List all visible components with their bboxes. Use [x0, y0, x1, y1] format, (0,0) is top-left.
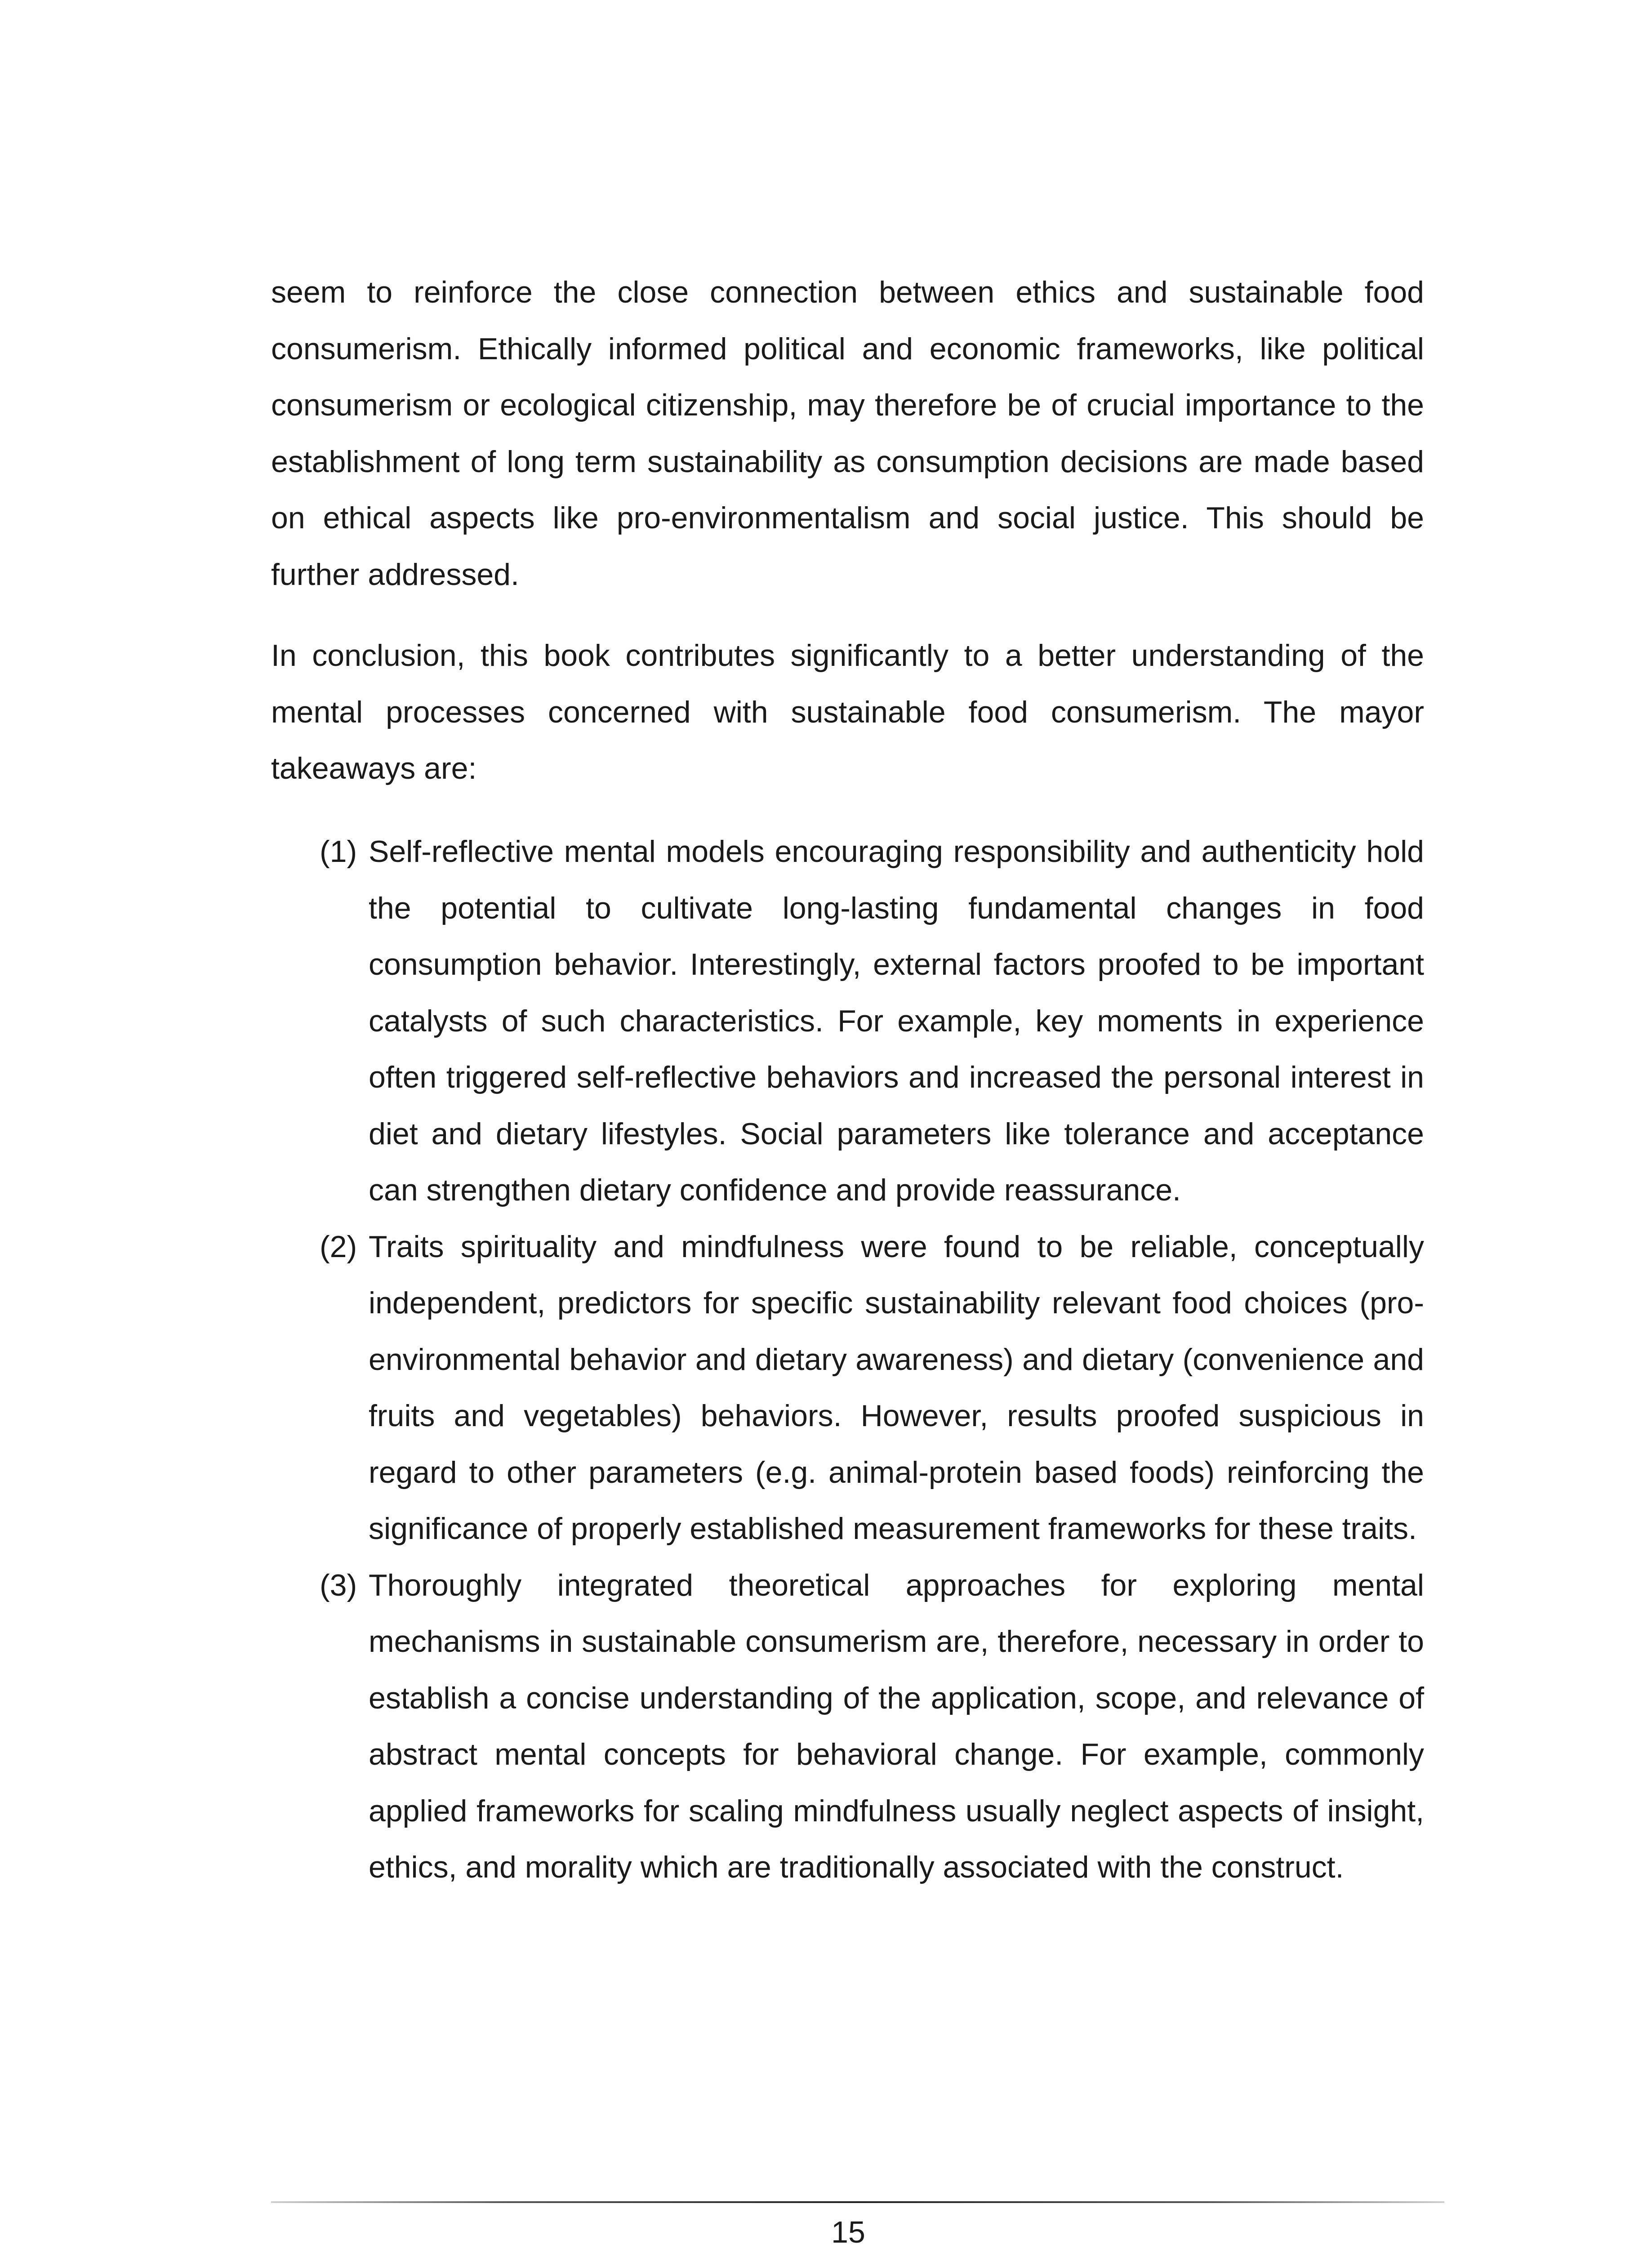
takeaway-item-1 [271, 824, 1424, 1219]
takeaway-number: (1) [320, 834, 357, 869]
page-number: 15 [831, 2215, 865, 2248]
takeaway-item-2 [271, 1219, 1424, 1557]
takeaway-number: (3) [320, 1568, 357, 1602]
takeaway-text: Self-reflective mental models encouraging responsibility and authenticity hold the potential to cultivate long-lasting fundamental changes in food consumption behavior. Interestingly, external factors proofed to be important catalysts of such characteristics. For example, key moments in experience often triggered self-reflective behaviors and increased the personal interest in diet and dietary lifestyles. Social parameters like tolerance and acceptance can strengthen dietary confidence and provide reassurance. [369, 834, 1424, 1207]
conclusion-paragraph: In conclusion, this book contributes significantly to a better understanding of the mental processes concerned with sustainable food consumerism. The mayor takeaways are: [271, 638, 1424, 785]
takeaway-number: (2) [320, 1229, 357, 1264]
takeaway-text: Thoroughly integrated theoretical approaches for exploring mental mechanisms in sustainable consumerism are, therefore, necessary in order to establish a concise understanding of the application, scope, and relevance of abstract mental concepts for behavioral change. For example, commonly applied frameworks for scaling mindfulness usually neglect aspects of insight, ethics, and morality which are traditionally associated with the construct. [369, 1568, 1424, 1884]
footer-divider [271, 2201, 1444, 2203]
takeaways-list [271, 824, 1424, 1896]
body-paragraph-continued: seem to reinforce the close connection between ethics and sustainable food consumerism. Ethically informed political and economic frameworks, like political consumerism or ecological citizenship, may therefore be of crucial importance to the establishment of long term sustainability as consumption decisions are made based on ethical aspects like pro-environmentalism and social justice. This should be further addressed. [271, 275, 1424, 592]
takeaway-text: Traits spirituality and mindfulness were found to be reliable, conceptually independent, predictors for specific sustainability relevant food choices (pro-environmental behavior and dietary awareness) and dietary (convenience and fruits and vegetables) behaviors. However, results proofed suspicious in regard to other parameters (e.g. animal-protein based foods) reinforcing the significance of properly established measurement frameworks for these traits. [369, 1229, 1424, 1546]
takeaway-item-3 [271, 1557, 1424, 1896]
